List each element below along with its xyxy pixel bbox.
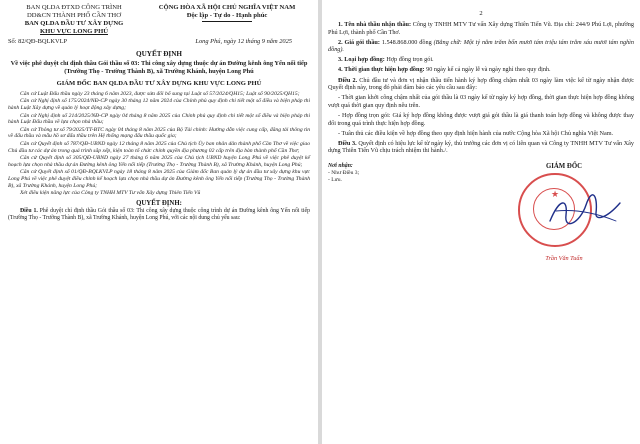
motto-underline [202,21,252,22]
document-title: QUYẾT ĐỊNH [136,50,182,58]
legal-basis: Căn cứ Quyết định số 787/QĐ-UBND ngày 12 tháng 8 năm 2025 của Chủ tịch Ủy ban nhân dân thành phố Cần Thơ về việc giao Chủ đầu tư các dự án trong quá trình sắp xếp, kiện toàn tổ chức chính quyền địa phương 02 cấp trên địa bàn thành phố Cần Thơ; [8,140,310,154]
motto: Độc lập - Tự do - Hạnh phúc [186,12,268,19]
item-label: 1. Tên nhà thầu nhận thầu: [338,21,412,28]
decides-heading: QUYẾT ĐỊNH: [136,199,182,207]
article-2-bullet: - Thời gian khởi công chậm nhất của gói thầu là 03 ngày kể từ ngày ký hợp đồng, thời gian thực hiện hợp đồng không vượt quá thời gian quy định nêu trên. [328,94,634,109]
document-page-2 [322,0,640,444]
document-date: Long Phú, ngày 12 tháng 9 năm 2025 [195,38,292,45]
item-label: 4. Thời gian thực hiện hợp đồng: [338,66,425,74]
agency-line-2: DD&CN THÀNH PHỐ CẦN THƠ [27,12,121,19]
item-text: Hợp đồng trọn gói. [384,56,434,64]
legal-basis: Căn cứ Quyết định số 01/QĐ-BQLKVLP ngày 18 tháng 8 năm 2025 của Giám đốc Ban quản lý dự án đầu tư xây dựng khu vực Long Phú về việc phê duyệt điều chỉnh kế hoạch lựa chọn nhà thầu dự án Đường kênh ông Yến nối tiếp (Trường Thọ - Trường Thành B), xã Trường Khánh, huyện Long Phú; [8,168,310,189]
article-3-label: Điều 3. [338,139,357,147]
issuer-heading: GIÁM ĐỐC BAN QLDA ĐẦU TƯ XÂY DỰNG KHU VỰC LONG PHÚ [56,80,262,88]
issuing-agency [8,4,140,36]
signature-block [328,163,634,273]
document-number: Số: 82/QĐ-BQLKVLP [8,38,68,45]
agency-line-3: BAN QLDA ĐẦU TƯ XÂY DỰNG [24,20,124,27]
legal-basis: Xét điều kiện năng lực của Công ty TNHH MTV Tư vấn Xây dựng Thiên Tiến Vũ [20,189,201,196]
recipients-label: Nơi nhận: [328,162,353,169]
article-1 [8,208,310,222]
contract-item [328,21,634,36]
recipients [328,163,448,273]
article-3 [328,140,634,155]
legal-basis: Căn cứ Luật Đấu thầu ngày 23 tháng 6 năm 2023, được sửa đổi bổ sung tại Luật số 57/2024/QH15; Luật số 90/2025/QH15; [20,91,300,98]
legal-basis: Căn cứ Quyết định số 305/QĐ-UBND ngày 27 tháng 6 năm 2025 của Chủ tịch UBND huyện Long Phú về việc phê duyệt kế hoạch lựa chọn nhà thầu dự án Đường kênh ông Yến nối tiếp (Trường Thọ - Trường Thành B), xã Trường Khánh, huyện Long Phú; [8,154,310,168]
signer-name: Trần Văn Tuấn [545,254,583,262]
article-2-bullet: - Tuân thủ các điều kiện về hợp đồng theo quy định hiện hành của nước Cộng hòa Xã hội Chủ nghĩa Việt Nam. [338,129,614,137]
document-page-1 [0,0,318,444]
item-text: Công ty TNHH MTV Tư vấn Xây dựng Thiên Tiến Vũ. Địa chỉ: 244/9 Phú Lợi, phường Phú Lợi, thành phố Cần Thơ. [328,21,634,36]
legal-basis: Căn cứ Nghị định số 175/2024/NĐ-CP ngày 30 tháng 12 năm 2024 của Chính phủ quy định chi tiết một số điều và biện pháp thi hành Luật Xây dựng về quản lý hoạt động xây dựng; [8,98,310,112]
contract-item [328,39,634,54]
article-2-bullet: - Hợp đồng trọn gói: Giá ký hợp đồng không được vượt giá gói thầu là giá thanh toán hợp đồng và không được thay đổi trong quá trình thực hiện hợp đồng. [328,111,634,127]
signer [494,163,634,273]
country-name: CỘNG HÒA XÃ HỘI CHỦ NGHĨA VIỆT NAM [158,4,296,11]
legal-basis: Căn cứ Nghị định số 214/2025/NĐ-CP ngày 04 tháng 8 năm 2025 của Chính phủ quy định chi tiết một số điều và biện pháp thi hành Luật Đấu thầu về lựa chọn nhà thầu; [8,112,310,126]
national-motto [144,4,310,36]
article-1-label: Điều 1. [20,207,38,214]
article-2-label: Điều 2. [338,76,358,84]
legal-basis: Căn cứ Thông tư số 79/2025/TT-BTC ngày 04 tháng 8 năm 2025 của Bộ Tài chính: Hướng dẫn việc cung cấp, đăng tải thông tin về đấu thầu và mẫu hồ sơ đấu thầu trên Hệ thống mạng đấu thầu quốc gia; [8,126,310,140]
item-amount-in-words: (Bằng chữ: Một tỷ năm trăm bốn mươi tám triệu tám trăm sáu mươi tám nghìn đồng). [328,38,634,54]
page-2-content [328,10,634,273]
page-number: 2 [479,10,483,17]
contract-item [328,66,634,74]
item-text: 1.548.868.000 đồng [379,38,434,46]
contract-item [328,56,634,64]
item-label: 2. Giá gói thầu: [338,38,380,46]
signer-title: GIÁM ĐỐC [545,162,583,170]
document-meta [8,38,310,46]
agency-line-4: KHU VỰC LONG PHÚ [40,28,108,35]
article-3-text: Quyết định có hiệu lực kể từ ngày ký, thủ trưởng các đơn vị có liên quan và Công ty TNHH MTV Tư vấn Xây dựng Thiên Tiến Vũ chịu trách nhiệm thi hành./. [328,139,635,155]
item-label: 3. Loại hợp đồng: [338,56,385,64]
item-text: 90 ngày kể cả ngày lễ và ngày nghỉ theo quy định. [424,66,551,74]
page-1-content [8,4,310,222]
signature-icon [546,191,626,231]
agency-line-1: BAN QLDA ĐTXD CÔNG TRÌNH [26,4,122,11]
recipient-item: - Như Điều 3; [328,169,360,176]
document-header [8,4,310,36]
article-2 [328,77,634,92]
article-1-text: Phê duyệt chỉ định thầu Gói thầu số 03: Thi công xây dựng thuộc công trình dự án Đường kênh ông Yến nối tiếp (Trường Thọ - Trường Thành B), xã Trường Khánh, huyện Long Phú, với các nội dung chủ yếu sau: [8,207,310,221]
recipient-item: - Lưu. [328,176,342,183]
article-2-text: Chủ đầu tư và đơn vị nhận thầu tiến hành ký hợp đồng chậm nhất 03 ngày làm việc kể từ ngày nhận được Quyết định này, trong đó phải đảm bảo các yêu cầu sau đây: [328,76,635,92]
seal-star-icon: ★ [550,188,560,199]
legal-bases [8,91,310,196]
document-subject: Về việc phê duyệt chỉ định thầu Gói thầu số 03: Thi công xây dựng thuộc dự án Đường kênh ông Yến nối tiếp (Trường Thọ - Trường Thành B), xã Trường Khánh, huyện Long Phú [10,60,308,75]
